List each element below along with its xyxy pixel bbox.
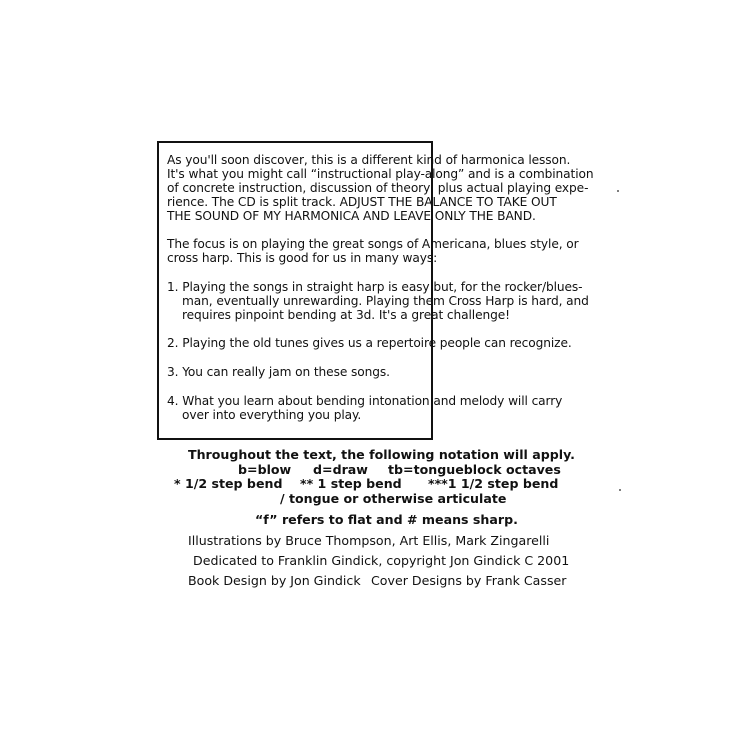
notation-tongueblock: tb=tongueblock octaves (388, 462, 561, 477)
text-line: As you'll soon discover, this is a different kind of harmonica lesson. (167, 153, 571, 167)
text-line: requires pinpoint bending at 3d. It's a great challenge! (182, 308, 510, 322)
notation-intro: Throughout the text, the following notation will apply. (188, 447, 575, 462)
notation-one-step-bend: ** 1 step bend (300, 476, 402, 491)
text-line: 4. What you learn about bending intonation and melody will carry (167, 394, 563, 408)
notation-flat-sharp: “f” refers to flat and # means sharp. (255, 512, 518, 527)
credit-book-design: Book Design by Jon Gindick (188, 573, 361, 588)
text-line: 2. Playing the old tunes gives us a repertoire people can recognize. (167, 336, 572, 350)
text-line: rience. The CD is split track. ADJUST THE BALANCE TO TAKE OUT (167, 195, 557, 209)
text-line: It's what you might call “instructional play-along” and is a combination (167, 167, 594, 181)
text-line: 3. You can really jam on these songs. (167, 365, 390, 379)
scan-speck (619, 489, 621, 491)
text-line: over into everything you play. (182, 408, 362, 422)
text-line: The focus is on playing the great songs of Americana, blues style, or (167, 237, 579, 251)
notation-half-step-bend: * 1/2 step bend (174, 476, 283, 491)
text-line: 1. Playing the songs in straight harp is easy but, for the rocker/blues- (167, 280, 583, 294)
notation-draw: d=draw (313, 462, 368, 477)
notation-articulate: / tongue or otherwise articulate (280, 491, 507, 506)
credit-dedication: Dedicated to Franklin Gindick, copyright Jon Gindick C 2001 (193, 553, 570, 568)
notation-one-half-step-bend: ***1 1/2 step bend (428, 476, 559, 491)
credit-cover-design: Cover Designs by Frank Casser (371, 573, 567, 588)
notation-blow: b=blow (238, 462, 292, 477)
text-line: of concrete instruction, discussion of theory, plus actual playing expe- (167, 181, 589, 195)
scan-speck (617, 190, 619, 192)
text-line: man, eventually unrewarding. Playing them Cross Harp is hard, and (182, 294, 589, 308)
text-line: THE SOUND OF MY HARMONICA AND LEAVE ONLY THE BAND. (167, 209, 536, 223)
text-line: cross harp. This is good for us in many ways: (167, 251, 438, 265)
credit-illustrations: Illustrations by Bruce Thompson, Art Ellis, Mark Zingarelli (188, 533, 550, 548)
